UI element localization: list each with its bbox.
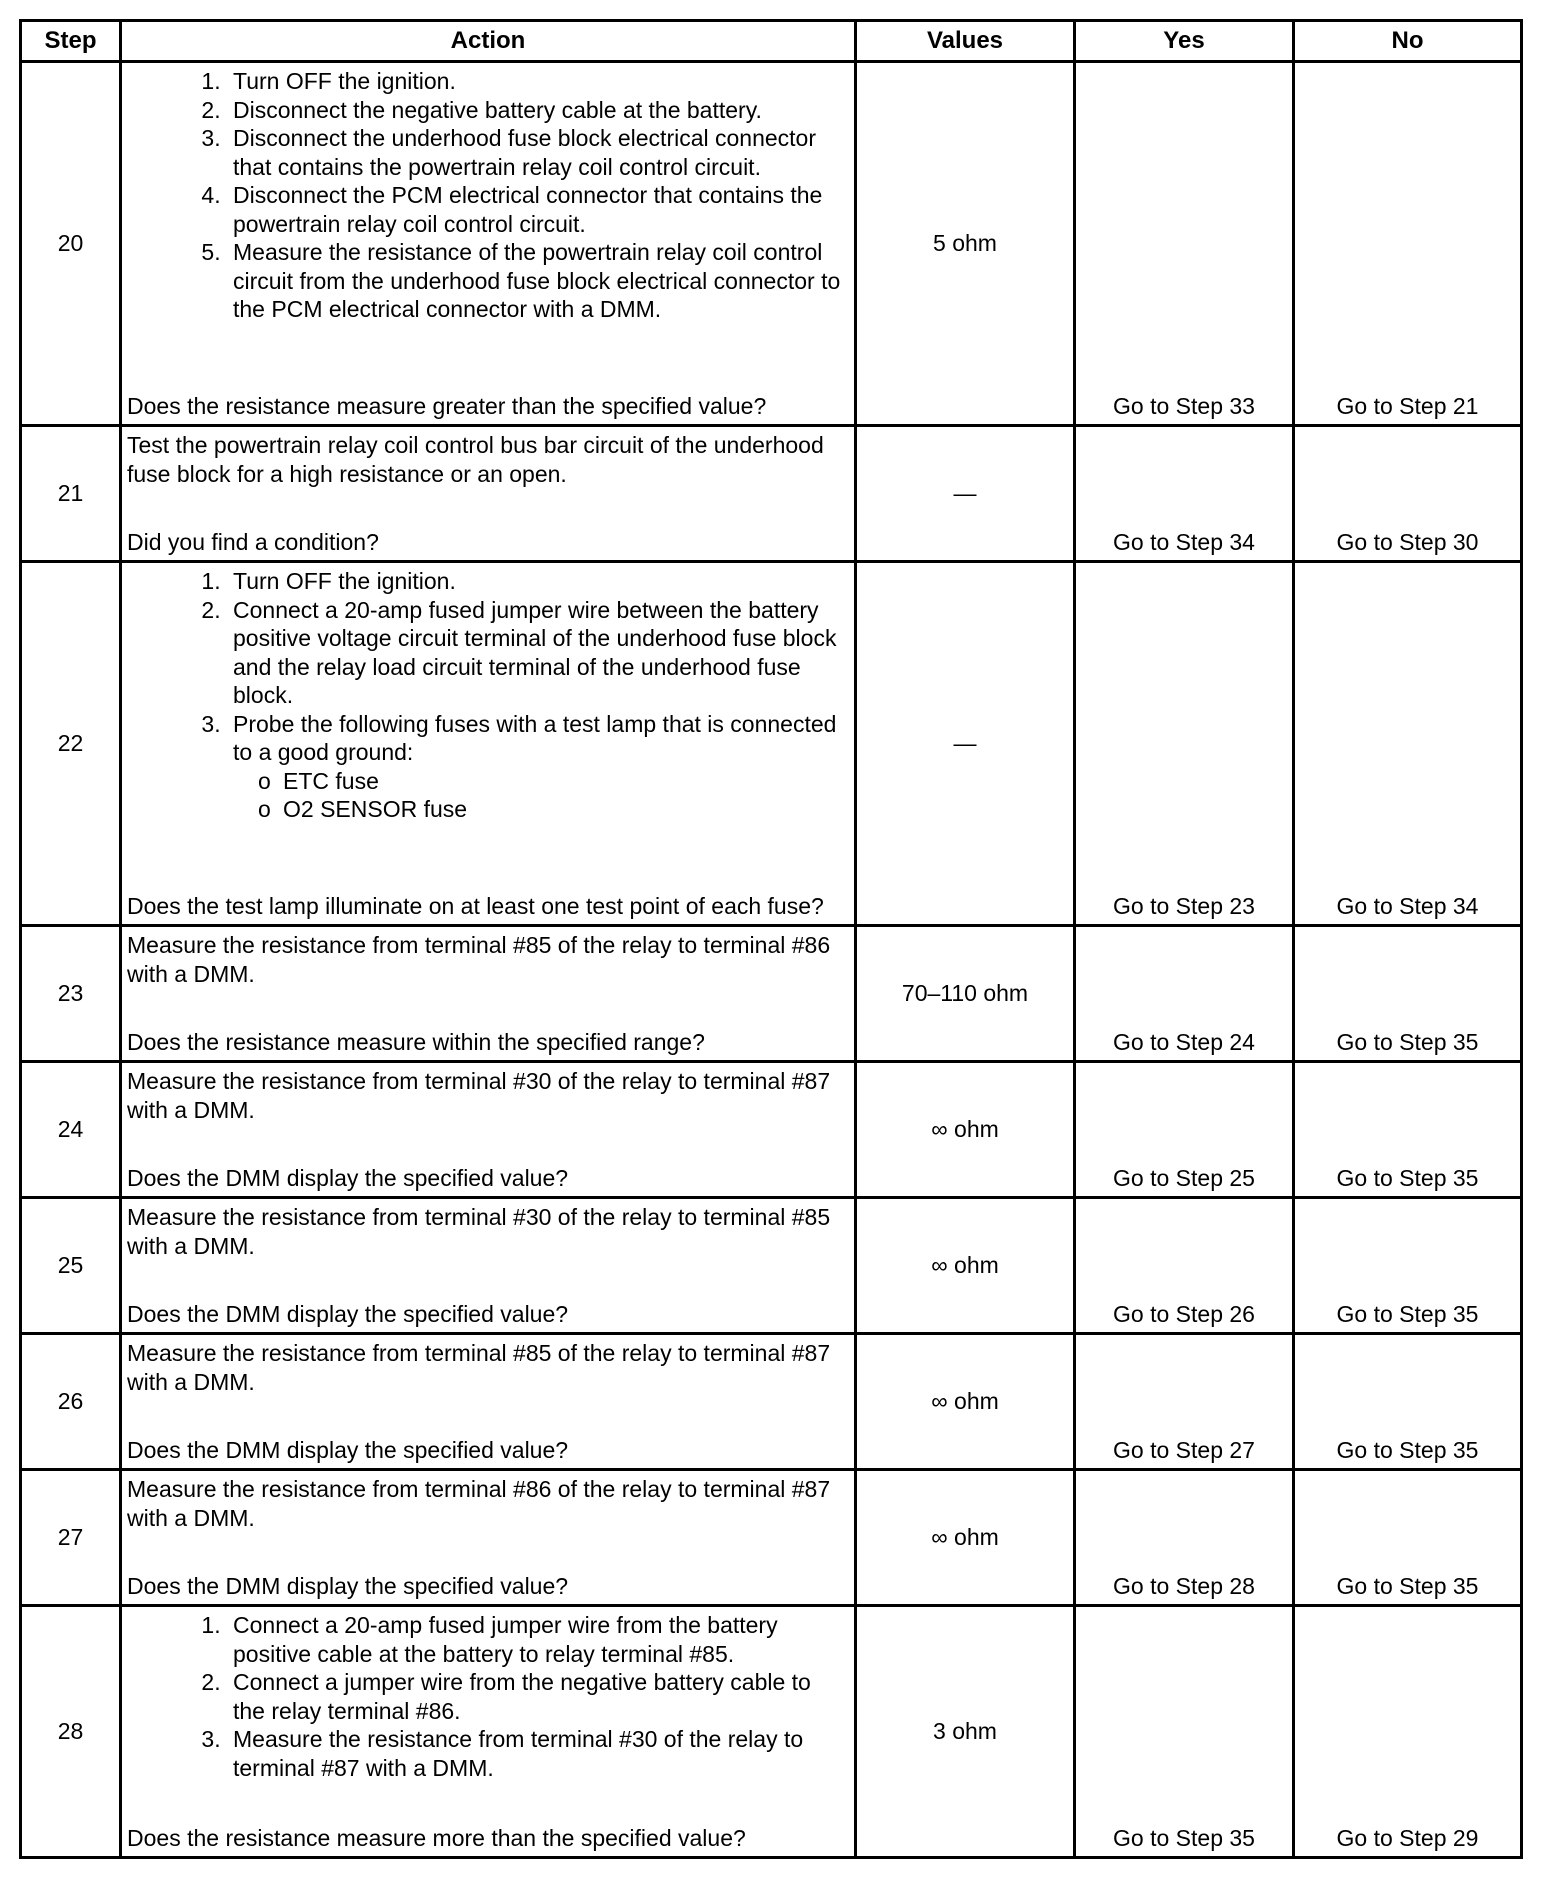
action-content	[122, 1199, 854, 1332]
step-number: 26	[21, 1334, 121, 1470]
fuse-item: o ETC fuse	[277, 767, 842, 796]
header-yes: Yes	[1075, 21, 1294, 62]
step-number: 22	[21, 562, 121, 926]
table-row	[21, 1062, 1522, 1198]
spacer	[127, 488, 842, 528]
table-row	[21, 62, 1522, 426]
value-cell: ∞ ohm	[856, 1198, 1075, 1334]
action-text: Measure the resistance from terminal #85 of the relay to terminal #86 with a DMM.	[127, 932, 831, 987]
header-no: No	[1294, 21, 1522, 62]
table-body	[21, 62, 1522, 1858]
yes-cell: Go to Step 34	[1075, 426, 1294, 562]
fuse-list	[227, 767, 842, 824]
yes-cell: Go to Step 24	[1075, 926, 1294, 1062]
step-number: 27	[21, 1470, 121, 1606]
header-step: Step	[21, 21, 121, 62]
action-question: Did you find a condition?	[127, 528, 379, 555]
action-text: Measure the resistance from terminal #30 of the relay to terminal #85 with a DMM.	[127, 1204, 831, 1259]
action-question: Does the DMM display the specified value?	[127, 1300, 569, 1327]
no-cell: Go to Step 35	[1294, 1470, 1522, 1606]
no-cell: Go to Step 30	[1294, 426, 1522, 562]
action-text: Test the powertrain relay coil control bus bar circuit of the underhood fuse block for a high resistance or an open.	[127, 432, 824, 487]
step-number: 20	[21, 62, 121, 426]
action-content	[122, 1063, 854, 1196]
no-cell: Go to Step 29	[1294, 1606, 1522, 1858]
no-cell: Go to Step 35	[1294, 926, 1522, 1062]
action-content	[122, 563, 854, 924]
action-step: 4. Disconnect the PCM electrical connector that contains the powertrain relay coil control circuit.	[227, 181, 842, 238]
action-step: 3. Measure the resistance from terminal #30 of the relay to terminal #87 with a DMM.	[227, 1725, 842, 1782]
action-text: Measure the resistance from terminal #30 of the relay to terminal #87 with a DMM.	[127, 1068, 831, 1123]
no-cell: Go to Step 21	[1294, 62, 1522, 426]
diagnostic-table	[19, 19, 1523, 1859]
spacer	[127, 1532, 842, 1572]
value-cell: —	[856, 426, 1075, 562]
header-values: Values	[856, 21, 1075, 62]
action-question: Does the DMM display the specified value?	[127, 1572, 569, 1599]
action-question: Does the resistance measure more than the specified value?	[127, 1824, 746, 1851]
action-content	[122, 927, 854, 1060]
value-cell: 3 ohm	[856, 1606, 1075, 1858]
action-step: 1. Turn OFF the ignition.	[227, 567, 842, 596]
step-number: 23	[21, 926, 121, 1062]
no-cell: Go to Step 34	[1294, 562, 1522, 926]
action-text: Measure the resistance from terminal #85 of the relay to terminal #87 with a DMM.	[127, 1340, 831, 1395]
value-cell: ∞ ohm	[856, 1470, 1075, 1606]
value-cell: ∞ ohm	[856, 1334, 1075, 1470]
action-cell	[121, 562, 856, 926]
step-number: 21	[21, 426, 121, 562]
spacer	[127, 1782, 842, 1824]
yes-cell: Go to Step 23	[1075, 562, 1294, 926]
value-cell: —	[856, 562, 1075, 926]
action-cell	[121, 62, 856, 426]
action-cell	[121, 926, 856, 1062]
value-cell: ∞ ohm	[856, 1062, 1075, 1198]
no-cell: Go to Step 35	[1294, 1062, 1522, 1198]
action-step: 1. Turn OFF the ignition.	[227, 67, 842, 96]
action-step: 2. Disconnect the negative battery cable at the battery.	[227, 96, 842, 125]
action-content	[122, 1471, 854, 1604]
header-action: Action	[121, 21, 856, 62]
action-question: Does the DMM display the specified value?	[127, 1436, 569, 1463]
action-cell	[121, 1470, 856, 1606]
action-question: Does the test lamp illuminate on at least one test point of each fuse?	[127, 892, 824, 919]
spacer	[127, 1260, 842, 1300]
spacer	[127, 824, 842, 892]
action-question: Does the resistance measure within the specified range?	[127, 1028, 705, 1055]
action-steps	[127, 1611, 842, 1782]
value-cell: 5 ohm	[856, 62, 1075, 426]
action-steps	[127, 67, 842, 324]
action-step: 3. Probe the following fuses with a test lamp that is connected to a good ground:	[227, 710, 842, 767]
spacer	[127, 988, 842, 1028]
header-row	[21, 21, 1522, 62]
action-step: 2. Connect a 20-amp fused jumper wire between the battery positive voltage circuit terminal of the underhood fuse block and the relay load circuit terminal of the underhood fuse block.	[227, 596, 842, 710]
table-row	[21, 1198, 1522, 1334]
action-cell	[121, 426, 856, 562]
yes-cell: Go to Step 33	[1075, 62, 1294, 426]
yes-cell: Go to Step 27	[1075, 1334, 1294, 1470]
table-row	[21, 1470, 1522, 1606]
table-row	[21, 426, 1522, 562]
action-step: 1. Connect a 20-amp fused jumper wire from the battery positive cable at the battery to relay terminal #85.	[227, 1611, 842, 1668]
spacer	[127, 1124, 842, 1164]
yes-cell: Go to Step 28	[1075, 1470, 1294, 1606]
action-content	[122, 1335, 854, 1468]
action-step: 2. Connect a jumper wire from the negative battery cable to the relay terminal #86.	[227, 1668, 842, 1725]
no-cell: Go to Step 35	[1294, 1334, 1522, 1470]
action-steps	[127, 567, 842, 824]
action-cell	[121, 1606, 856, 1858]
action-question: Does the resistance measure greater than the specified value?	[127, 392, 767, 419]
step-number: 24	[21, 1062, 121, 1198]
action-step: 3. Disconnect the underhood fuse block electrical connector that contains the powertrain relay coil control circuit.	[227, 124, 842, 181]
table-row	[21, 562, 1522, 926]
yes-cell: Go to Step 26	[1075, 1198, 1294, 1334]
action-content	[122, 1607, 854, 1856]
step-number: 28	[21, 1606, 121, 1858]
table-row	[21, 926, 1522, 1062]
action-content	[122, 427, 854, 560]
action-cell	[121, 1334, 856, 1470]
no-cell: Go to Step 35	[1294, 1198, 1522, 1334]
action-cell	[121, 1062, 856, 1198]
action-cell	[121, 1198, 856, 1334]
action-text: Measure the resistance from terminal #86 of the relay to terminal #87 with a DMM.	[127, 1476, 831, 1531]
step-number: 25	[21, 1198, 121, 1334]
action-content	[122, 63, 854, 424]
spacer	[127, 324, 842, 392]
value-cell: 70–110 ohm	[856, 926, 1075, 1062]
table-row	[21, 1606, 1522, 1858]
spacer	[127, 1396, 842, 1436]
action-question: Does the DMM display the specified value?	[127, 1164, 569, 1191]
action-step: 5. Measure the resistance of the powertrain relay coil control circuit from the underhood fuse block electrical connector to the PCM electrical connector with a DMM.	[227, 238, 842, 324]
fuse-item: o O2 SENSOR fuse	[277, 795, 842, 824]
yes-cell: Go to Step 35	[1075, 1606, 1294, 1858]
yes-cell: Go to Step 25	[1075, 1062, 1294, 1198]
table-row	[21, 1334, 1522, 1470]
